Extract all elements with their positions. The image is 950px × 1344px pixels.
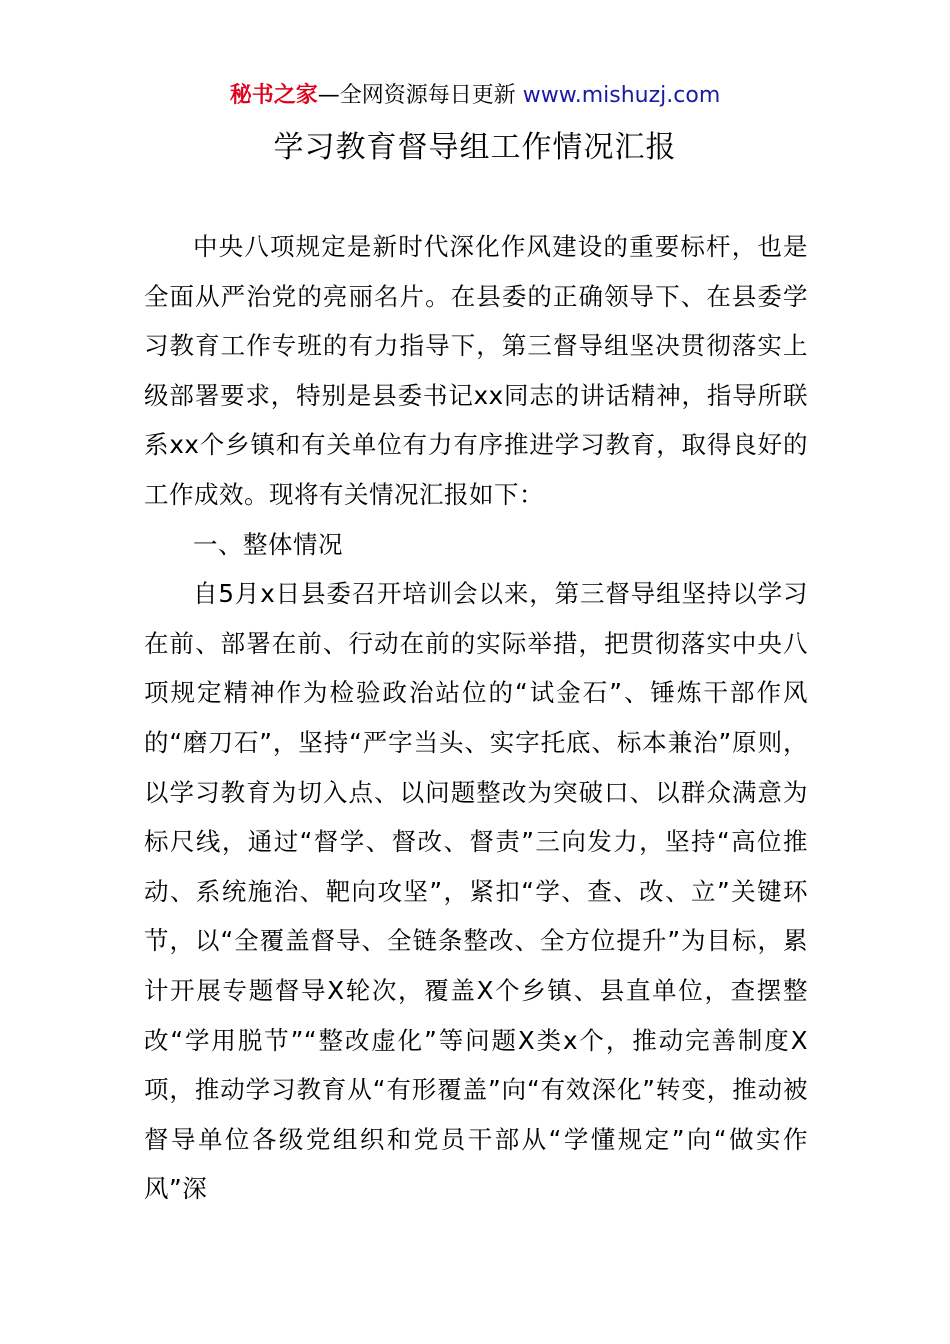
section-paragraph: 自5月x日县委召开培训会以来，第三督导组坚持以学习在前、部署在前、行动在前的实际举措，把贯彻落实中央八项规定精神作为检验政治站位的“试金石”、锤炼干部作风的“磨刀石”，坚持“严字当头、实字托底、标本兼治”原则，以学习教育为切入点、以问题整改为突破口、以群众满意为标尺线，通过“督学、督改、督责”三向发力，坚持“高位推动、系统施治、靶向攻坚”，紧扣“学、查、改、立”关键环节，以“全覆盖督导、全链条整改、全方位提升”为目标，累计开展专题督导X轮次，覆盖X个乡镇、县直单位，查摆整改“学用脱节”“整改虚化”等问题X类x个，推动完善制度X项，推动学习教育从“有形覆盖”向“有效深化”转变，推动被督导单位各级党组织和党员干部从“学懂规定”向“做实作风”深 — [144, 579, 808, 1204]
intro-paragraph: 中央八项规定是新时代深化作风建设的重要标杆，也是全面从严治党的亮丽名片。在县委的正确领导下、在县委学习教育工作专班的有力指导下，第三督导组坚决贯彻落实上级部署要求，特别是县委书记xx同志的讲话精神，指导所联系xx个乡镇和有关单位有力有序推进学习教育，取得良好的工作成效。现将有关情况汇报如下： — [144, 232, 808, 509]
document-body — [144, 222, 808, 1214]
document-title: 学习教育督导组工作情况汇报 — [273, 130, 677, 165]
site-header — [0, 78, 950, 114]
site-url-link[interactable]: www.mishuzj.com — [522, 83, 721, 108]
section-heading: 一、整体情况 — [193, 529, 343, 559]
site-brand: 秘书之家 — [229, 83, 318, 108]
site-slogan: —全网资源每日更新 — [317, 83, 523, 108]
